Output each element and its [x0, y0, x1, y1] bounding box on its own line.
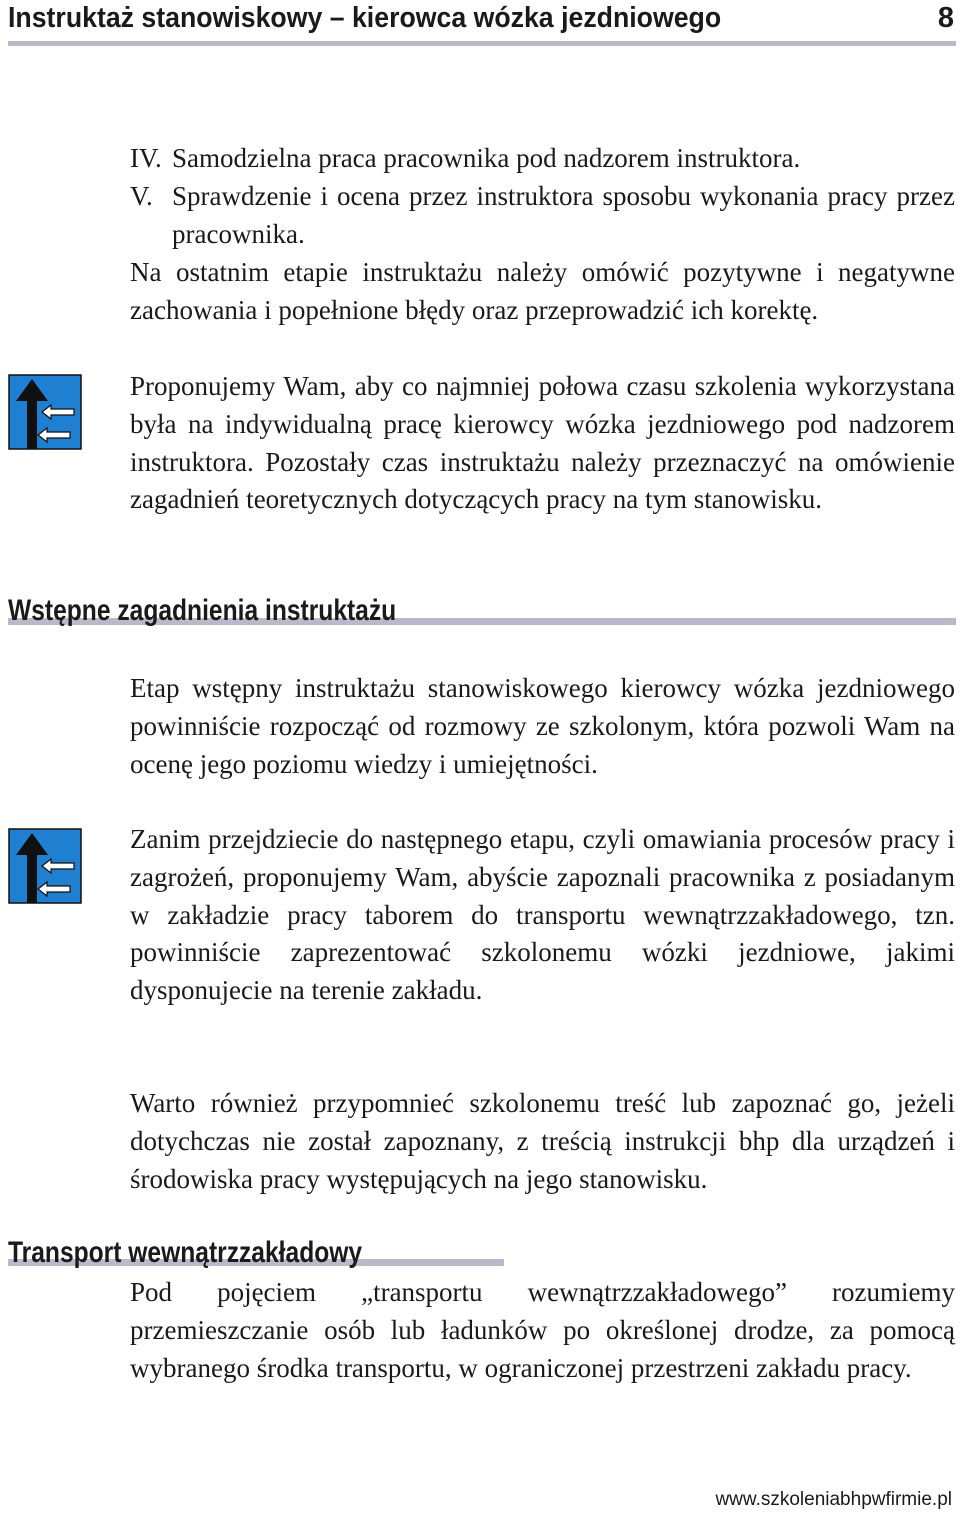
- list-item: [130, 140, 955, 178]
- initial-stage-paragraph: Etap wstępny instruktażu stanowiskowego kierowcy wózka jezdniowego powinniście rozpocząć od rozmowy ze szkolonym, która pozwoli Wam na ocenę jego poziomu wiedzy i umiejętności.: [130, 673, 955, 779]
- section-heading-internal-transport: Transport wewnątrzzakładowy: [8, 1236, 363, 1269]
- section-heading-initial-topics: Wstępne zagadnienia instruktażu: [8, 594, 397, 627]
- list-item-text: Samodzielna praca pracownika pod nadzorem instruktora.: [172, 143, 801, 173]
- arrow-hint-icon: [8, 828, 82, 904]
- fleet-paragraph: Zanim przejdziecie do następnego etapu, czyli omawiania procesów pracy i zagrożeń, proponujemy Wam, abyście zapoznali pracownika z posiadanym w zakładzie pracy taborem do transportu wewnątrzzakładowego, tzn. powinniście zaprezentować szkolonemu wózki jezdniowe, jakimi dysponujecie na terenie zakładu.: [130, 824, 955, 1006]
- transport-definition-paragraph: Pod pojęciem „transportu wewnątrzzakładowego” rozumiemy przemieszczanie osób lub ładunków po określonej drodze, za pomocą wybranego środka transportu, w ograniczonej przestrzeni zakładu pracy.: [130, 1277, 955, 1383]
- footer-url: www.szkoleniabhpwfirmie.pl: [715, 1489, 952, 1510]
- list-item-text: Sprawdzenie i ocena przez instruktora sposobu wykonania pracy przez pracownika.: [172, 180, 955, 249]
- proposal-paragraph: Proponujemy Wam, aby co najmniej połowa czasu szkolenia wykorzystana była na indywidualną pracę kierowcy wózka jezdniowego pod nadzorem instruktora. Pozostały czas instruktażu należy przeznaczyć na omówienie zagadnień teoretycznych dotyczących pracy na tym stanowisku.: [130, 371, 955, 515]
- list-item: [130, 178, 955, 254]
- list-item-number: V.: [130, 180, 153, 211]
- header-divider: [8, 41, 956, 46]
- page-header-title: Instruktaż stanowiskowy – kierowca wózka jezdniowego: [8, 2, 722, 34]
- arrow-hint-icon: [8, 374, 82, 450]
- bhp-instruction-paragraph: Warto również przypomnieć szkolonemu treść lub zapoznać go, jeżeli dotychczas nie został zapoznany, z treścią instrukcji bhp dla urządzeń i środowiska pracy występujących na jego stanowisku.: [130, 1088, 955, 1194]
- final-stage-paragraph: Na ostatnim etapie instruktażu należy omówić pozytywne i negatywne zachowania i popełnione błędy oraz przeprowadzić ich korektę.: [130, 257, 955, 325]
- list-item-number: IV.: [130, 143, 162, 173]
- intro-list: [130, 140, 955, 253]
- page-number: 8: [937, 2, 954, 34]
